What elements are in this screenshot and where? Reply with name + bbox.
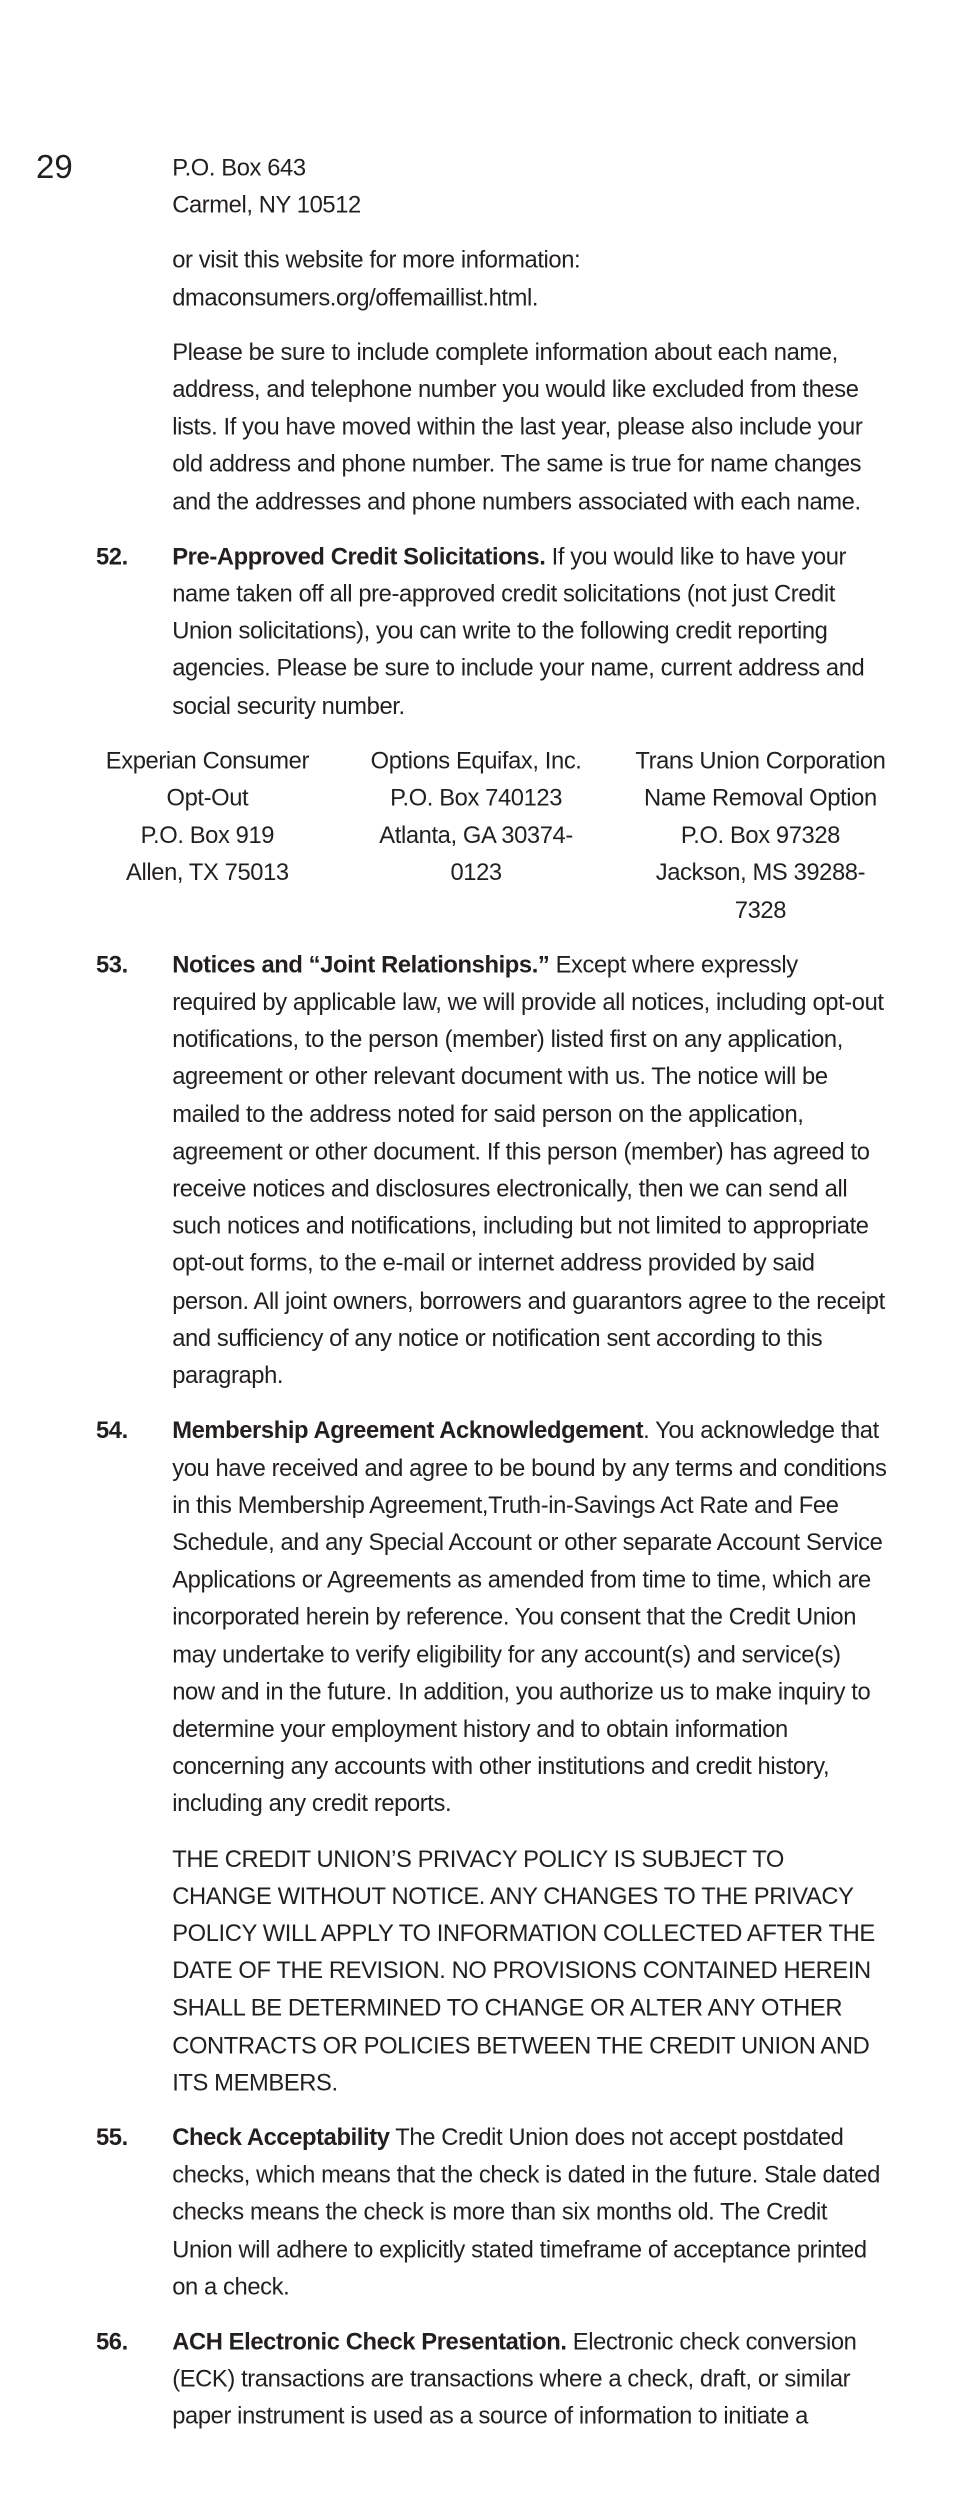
website-url: dmaconsumers.org/offemaillist.html.: [172, 284, 539, 311]
section-text: Electronic check conversion (ECK) transactions are transactions where a check, draft, or similar paper instrument is used as a source of information to initiate a: [172, 2328, 857, 2430]
section-title: Check Acceptability: [172, 2124, 390, 2152]
section-number: 55.: [96, 2124, 128, 2152]
bureau-line: Trans Union Corporation: [635, 747, 886, 775]
section-body: [172, 2120, 887, 2307]
section-number: 53.: [96, 952, 128, 979]
section-text: The Credit Union does not accept postdated checks, which means that the check is dated in the future. Stale dated checks means the check is more than six months old. The Credit Union will adhere to explicitly stated timeframe of acceptance printed on a check.: [172, 2124, 880, 2301]
website-note: [172, 242, 887, 317]
bureau-line: Options Equifax, Inc.: [370, 747, 582, 775]
bureau-line: Jackson, MS 39288-7328: [655, 859, 866, 924]
section-54: [96, 1413, 887, 2102]
address-line: Carmel, NY 10512: [172, 192, 361, 219]
section-body: [172, 539, 887, 726]
section-title: ACH Electronic Check Presentation.: [172, 2328, 567, 2356]
section-paragraph: [172, 1413, 887, 1824]
include-info-paragraph: Please be sure to include complete information about each name, address, and telephone number you would like excluded from these lists. If you have moved within the last year, please also include your old address and phone number. The same is true for name changes and the addresses and phone numbers associated with each name.: [172, 339, 863, 516]
section-body: [172, 947, 887, 1395]
address-line: P.O. Box 643: [172, 154, 306, 182]
credit-bureau-addresses: [96, 743, 887, 930]
bureau-line: Allen, TX 75013: [126, 859, 289, 887]
section-text: If you would like to have your name taken off all pre-approved credit solicitations (not just Credit Union solicitations), you can write to the following credit reporting agencies. Please be sure to include your name, current address and social security number.: [172, 543, 865, 720]
bureau-equifax: [354, 743, 598, 930]
bureau-experian: [96, 743, 319, 930]
bureau-line: Atlanta, GA 30374-0123: [379, 822, 573, 887]
section-title: Notices and “Joint Relationships.”: [172, 952, 550, 979]
section-53: [96, 947, 887, 1395]
section-number: 52.: [96, 543, 128, 570]
section-title: Membership Agreement Acknowledgement: [172, 1417, 644, 1444]
bureau-line: Opt-Out: [166, 785, 249, 812]
website-intro: or visit this website for more information:: [172, 247, 581, 274]
section-52: [96, 539, 887, 726]
mailing-address: [172, 150, 887, 225]
section-55: [96, 2120, 887, 2307]
privacy-policy-notice: THE CREDIT UNION’S PRIVACY POLICY IS SUBJECT TO CHANGE WITHOUT NOTICE. ANY CHANGES TO THE PRIVACY POLICY WILL APPLY TO INFORMATION COLLECTED AFTER THE DATE OF THE REVISION. NO PROVISIONS CONTAINED HEREIN SHALL BE DETERMINED TO CHANGE OR ALTER ANY OTHER CONTRACTS OR POLICIES BETWEEN THE CREDIT UNION AND ITS MEMBERS.: [172, 1845, 875, 2097]
bureau-line: P.O. Box 919: [140, 822, 275, 849]
bureau-transunion: [633, 743, 887, 930]
section-text: Except where expressly required by applicable law, we will provide all notices, including opt-out notifications, to the person (member) listed first on any application, agreement or other relevant document with us. The notice will be mailed to the address noted for said person on the application, agreement or other document. If this person (member) has agreed to receive notices and disclosures electronically, then we can send all such notices and notifications, including but not limited to appropriate opt-out forms, to the e-mail or internet address provided by said person. All joint owners, borrowers and guarantors agree to the receipt and sufficiency of any notice or notification sent according to this paragraph.: [172, 952, 885, 1390]
section-number: 56.: [96, 2328, 128, 2356]
section-text: . You acknowledge that you have received and agree to be bound by any terms and conditions in this Membership Agreement,Truth-in-Savings Act Rate and Fee Schedule, and any Special Account or other separate Account Service Applications or Agreements as amended from time to time, which are incorporated herein by reference. You consent that the Credit Union may undertake to verify eligibility for any account(s) and service(s) now and in the future. In addition, you authorize us to make inquiry to determine your employment history and to obtain information concerning any accounts with other institutions and credit history, including any credit reports.: [172, 1417, 887, 1818]
section-number: 54.: [96, 1417, 128, 1444]
bureau-line: Experian Consumer: [105, 747, 309, 775]
bureau-line: P.O. Box 740123: [390, 785, 563, 812]
section-title: Pre-Approved Credit Solicitations.: [172, 543, 546, 570]
section-body: [172, 1413, 887, 2102]
bureau-line: P.O. Box 97328: [680, 822, 840, 849]
document-body: [96, 150, 887, 2454]
bureau-line: Name Removal Option: [644, 785, 877, 812]
page-number: 29: [36, 148, 73, 185]
section-body: [172, 2324, 887, 2436]
section-56: [96, 2324, 887, 2436]
